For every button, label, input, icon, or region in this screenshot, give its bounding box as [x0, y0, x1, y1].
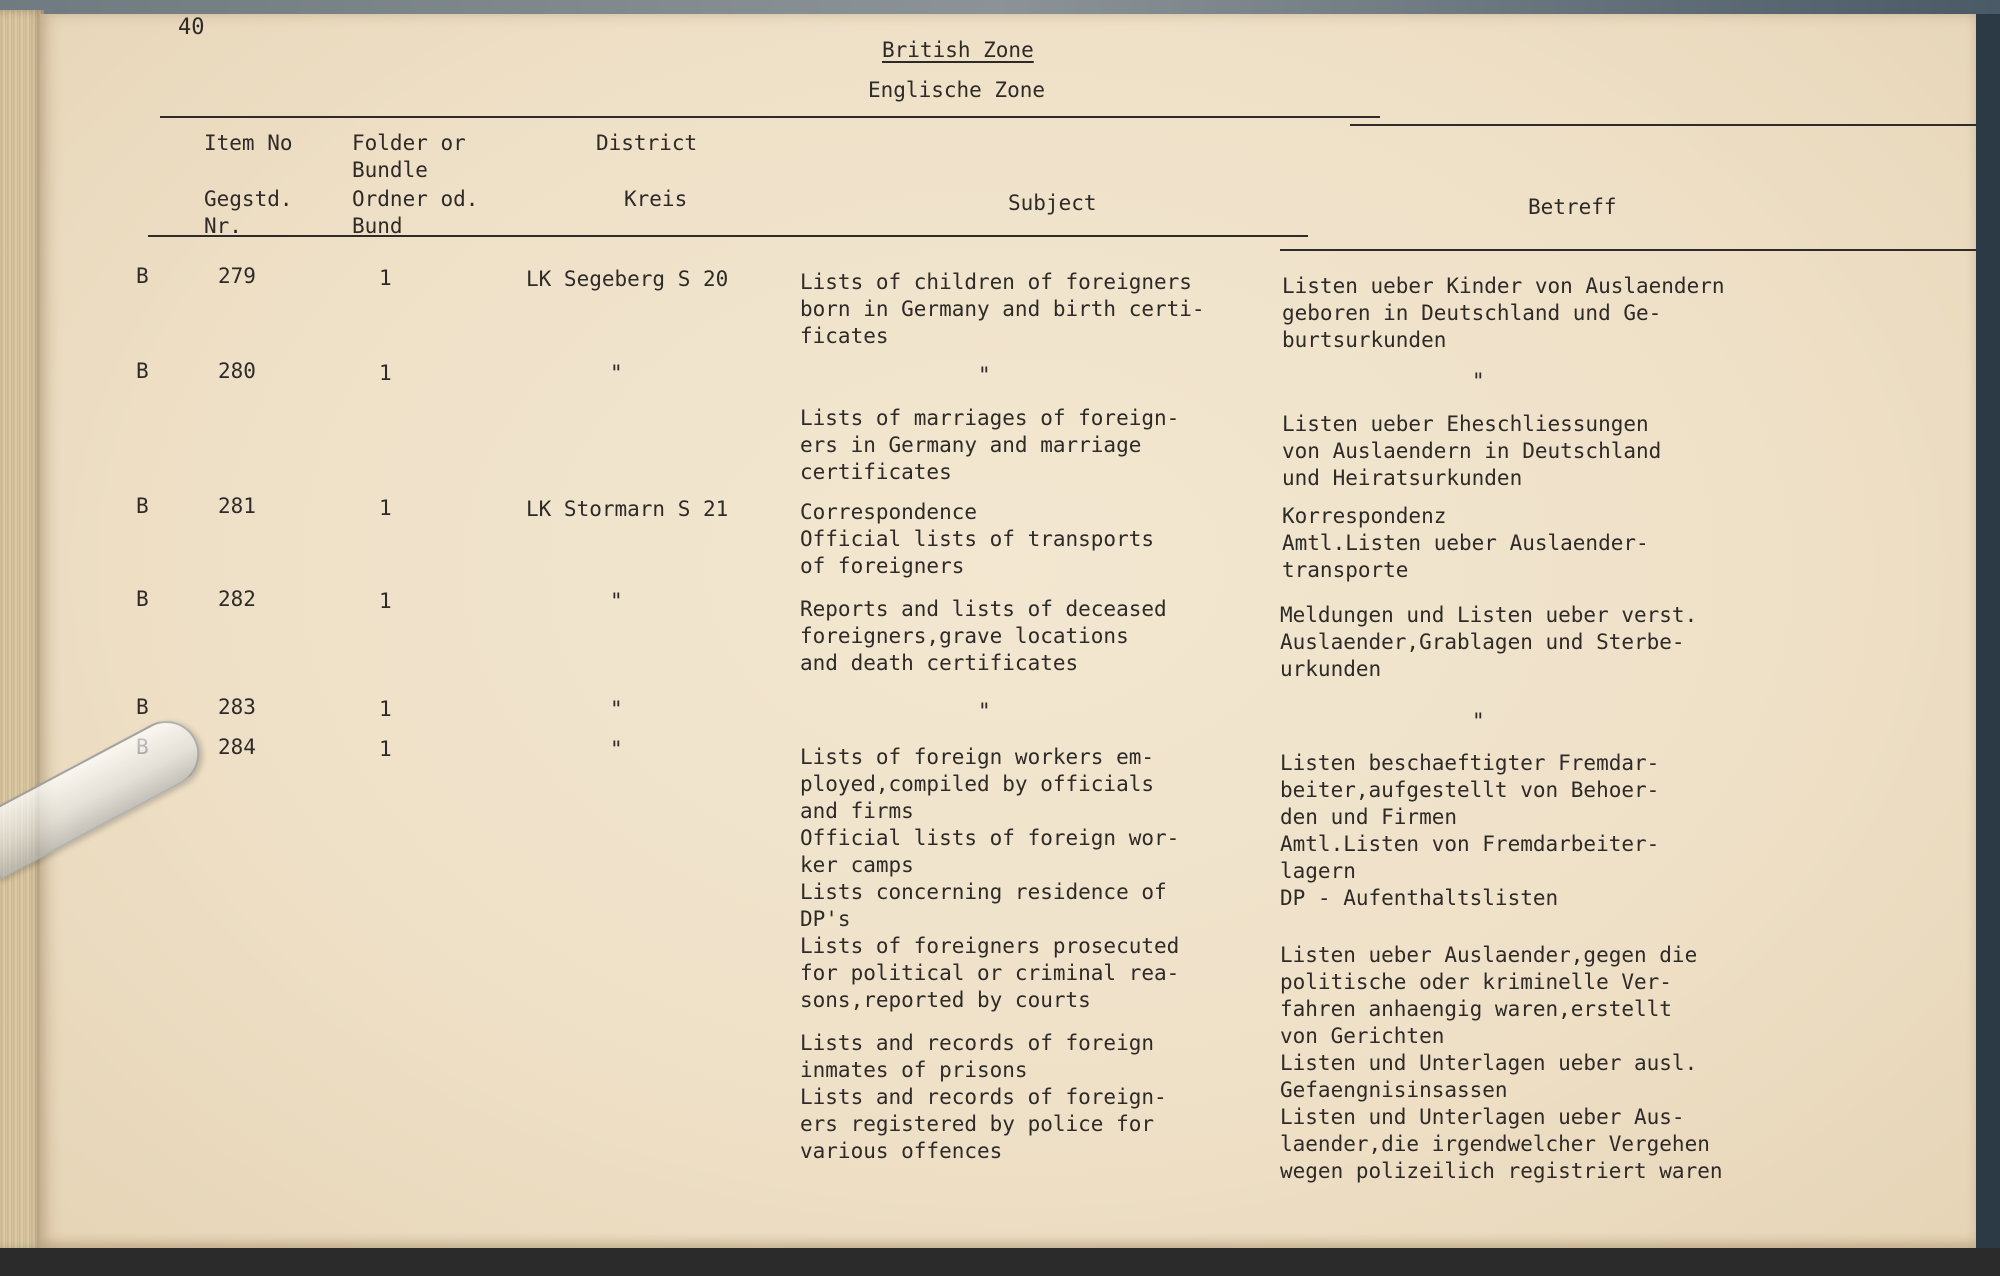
header-top-rule-left	[160, 116, 1380, 118]
row-284-district-ditto: "	[610, 737, 623, 761]
row-279-item: 279	[218, 264, 256, 288]
row-281-district: LK Stormarn S 21	[526, 497, 729, 521]
row-283-betreff-ditto: "	[1472, 709, 1485, 733]
row-279-folder: 1	[379, 266, 392, 290]
row-283-subject-ditto: "	[978, 699, 991, 723]
row-282-betreff: Meldungen und Listen ueber verst. Auslaender,Grablagen und Sterbe- urkunden	[1280, 603, 1698, 681]
row-282-item: 282	[218, 587, 256, 611]
row-284-subject-block-1: Lists of foreign workers em- ployed,compiled by officials and firms Official lists of foreign wor- ker camps Lists concerning residence of DP's Lists of foreigners prosecuted for political or criminal rea- sons,reported by courts	[800, 745, 1180, 1012]
row-283-folder: 1	[379, 697, 392, 721]
page-subtitle: Englische Zone	[868, 78, 1046, 102]
header-bottom-rule-left	[148, 235, 1308, 237]
document-page	[40, 14, 1976, 1248]
row-280-betreff-ditto: "	[1472, 369, 1485, 393]
row-281-subject: Correspondence Official lists of transports of foreigners	[800, 500, 1155, 578]
page-number: 40	[178, 15, 205, 40]
page-title: British Zone	[882, 38, 1034, 62]
row-281-series: B	[136, 494, 149, 518]
row-284-betreff-block-1: Listen beschaeftigter Fremdar- beiter,aufgestellt von Behoer- den und Firmen Amtl.Listen von Fremdarbeiter- lagern DP - Aufenthaltslisten	[1280, 751, 1660, 910]
header-bottom-rule-right	[1280, 249, 1976, 251]
header-item-no: Item No	[204, 131, 293, 155]
row-280-series: B	[136, 359, 149, 383]
header-district: District	[596, 131, 698, 155]
scan-top-edge	[0, 0, 2000, 14]
row-284-subject-block-2: Lists and records of foreign inmates of prisons Lists and records of foreign- ers registered by police for various offences	[800, 1031, 1167, 1163]
row-279-district: LK Segeberg S 20	[526, 267, 729, 291]
header-folder: Folder or Bundle	[352, 131, 466, 182]
row-281-item: 281	[218, 494, 256, 518]
row-279-series: B	[136, 264, 149, 288]
row-284-betreff-block-2: Listen ueber Auslaender,gegen die politische oder kriminelle Ver- fahren anhaengig waren,erstellt von Gerichten Listen und Unterlagen ueber ausl. Gefaengnisinsassen Listen und Unterlagen ueber Aus- laender,die irgendwelcher Vergehen wegen polizeilich registriert waren	[1280, 943, 1723, 1183]
header-subject: Subject	[1008, 191, 1097, 215]
row-283-item: 283	[218, 695, 256, 719]
book-page-edges	[0, 10, 44, 1250]
row-283-series: B	[136, 695, 149, 719]
row-280-item: 280	[218, 359, 256, 383]
row-282-folder: 1	[379, 589, 392, 613]
row-281-betreff: Korrespondenz Amtl.Listen ueber Auslaender- transporte	[1282, 504, 1649, 582]
row-282-district-ditto: "	[610, 589, 623, 613]
row-280-subject-extra: Lists of marriages of foreign- ers in Germany and marriage certificates	[800, 406, 1180, 484]
row-280-betreff-extra: Listen ueber Eheschliessungen von Auslaendern in Deutschland und Heiratsurkunden	[1282, 412, 1662, 490]
row-280-district-ditto: "	[610, 361, 623, 385]
header-betreff: Betreff	[1528, 195, 1617, 219]
row-280-folder: 1	[379, 361, 392, 385]
row-284-item: 284	[218, 735, 256, 759]
row-284-folder: 1	[379, 737, 392, 761]
scan-bottom-edge	[0, 1248, 2000, 1276]
row-279-subject: Lists of children of foreigners born in Germany and birth certi- ficates	[800, 270, 1205, 348]
row-282-series: B	[136, 587, 149, 611]
header-top-rule-right	[1350, 124, 1976, 126]
row-280-subject-ditto: "	[978, 363, 991, 387]
header-folder-de: Ordner od. Bund	[352, 187, 479, 238]
row-283-district-ditto: "	[610, 697, 623, 721]
header-item-no-de: Gegstd. Nr.	[204, 187, 293, 238]
row-281-folder: 1	[379, 496, 392, 520]
header-district-de: Kreis	[624, 187, 688, 211]
row-282-subject: Reports and lists of deceased foreigners,grave locations and death certificates	[800, 597, 1167, 675]
row-279-betreff: Listen ueber Kinder von Auslaendern geboren in Deutschland und Ge- burtsurkunden	[1282, 274, 1725, 352]
